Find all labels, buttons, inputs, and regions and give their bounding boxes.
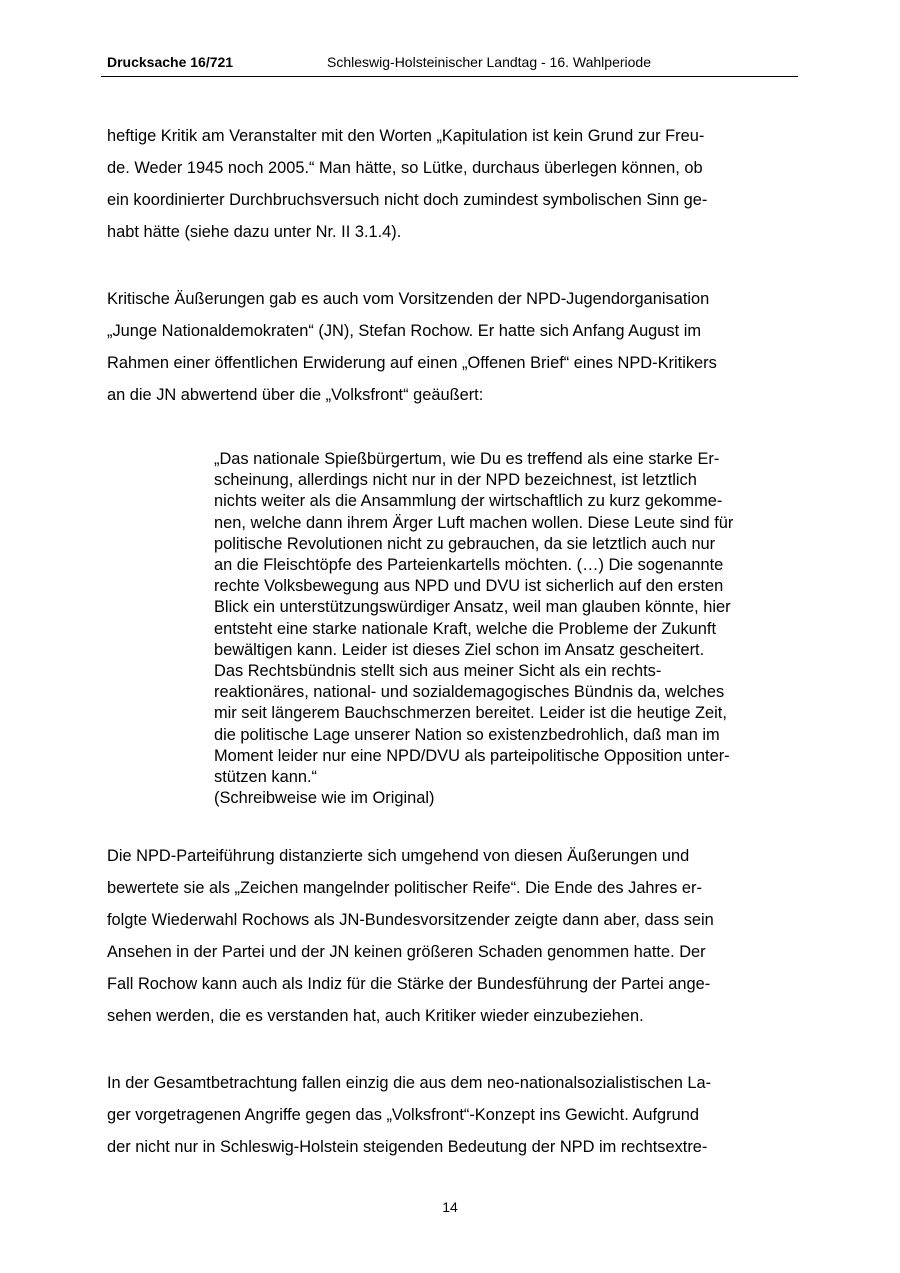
quote-line: scheinung, allerdings nicht nur in der NPD bezeichnest, ist letztlich [214, 471, 697, 490]
paragraph-3 [107, 840, 797, 1033]
page-number: 14 [442, 1199, 458, 1215]
page-header [101, 50, 798, 77]
quote-line: Moment leider nur eine NPD/DVU als parteipolitische Opposition unter- [214, 746, 730, 765]
text-line: folgte Wiederwahl Rochows als JN-Bundesvorsitzender zeigte dann aber, dass sein [107, 911, 714, 930]
quote-line: rechte Volksbewegung aus NPD und DVU ist sicherlich auf den ersten [214, 577, 724, 596]
block-quote [214, 449, 799, 809]
text-line: ger vorgetragenen Angriffe gegen das „Volksfront“-Konzept ins Gewicht. Aufgrund [107, 1106, 699, 1125]
text-line: ein koordinierter Durchbruchsversuch nicht doch zumindest symbolischen Sinn ge- [107, 191, 708, 210]
quote-line: entsteht eine starke nationale Kraft, welche die Probleme der Zukunft [214, 619, 717, 638]
text-line: Rahmen einer öffentlichen Erwiderung auf einen „Offenen Brief“ eines NPD-Kritikers [107, 354, 717, 373]
document-number: Drucksache 16/721 [107, 54, 234, 70]
quote-line: nichts weiter als die Ansammlung der wirtschaftlich zu kurz gekomme- [214, 492, 723, 511]
text-line: In der Gesamtbetrachtung fallen einzig die aus dem neo-nationalsozialistischen La- [107, 1074, 712, 1092]
text-line: sehen werden, die es verstanden hat, auch Kritiker wieder einzubeziehen. [107, 1007, 644, 1026]
quote-note: (Schreibweise wie im Original) [214, 789, 435, 808]
quote-line: bewältigen kann. Leider ist dieses Ziel schon im Ansatz gescheitert. [214, 640, 705, 659]
quote-line: Das Rechtsbündnis stellt sich aus meiner Sicht als ein rechts- [214, 662, 662, 681]
text-line: de. Weder 1945 noch 2005.“ Man hätte, so Lütke, durchaus überlegen können, ob [107, 159, 703, 178]
document-title: Schleswig-Holsteinischer Landtag - 16. Wahlperiode [327, 54, 651, 70]
quote-line: mir seit längerem Bauchschmerzen bereitet. Leider ist die heutige Zeit, [214, 704, 727, 723]
text-line: heftige Kritik am Veranstalter mit den Worten „Kapitulation ist kein Grund zur Freu- [107, 127, 705, 145]
text-line: Kritische Äußerungen gab es auch vom Vorsitzenden der NPD-Jugendorganisation [107, 290, 710, 308]
text-line: Die NPD-Parteiführung distanzierte sich umgehend von diesen Äußerungen und [107, 847, 690, 865]
paragraph-1 [107, 120, 797, 248]
quote-line: Blick ein unterstützungswürdiger Ansatz, weil man glauben könnte, hier [214, 598, 731, 617]
text-line: Fall Rochow kann auch als Indiz für die Stärke der Bundesführung der Partei ange- [107, 975, 711, 994]
quote-line: politische Revolutionen nicht zu gebrauchen, da sie letztlich auch nur [214, 534, 716, 553]
text-line: an die JN abwertend über die „Volksfront“ geäußert: [107, 386, 484, 405]
quote-line: „Das nationale Spießbürgertum, wie Du es treffend als eine starke Er- [214, 450, 720, 468]
paragraph-4 [107, 1067, 797, 1163]
paragraph-2 [107, 283, 797, 411]
text-line: habt hätte (siehe dazu unter Nr. II 3.1.4). [107, 223, 402, 242]
text-line: „Junge Nationaldemokraten“ (JN), Stefan Rochow. Er hatte sich Anfang August im [107, 322, 702, 341]
quote-line: reaktionäres, national- und sozialdemagogisches Bündnis da, welches [214, 683, 725, 702]
text-line: bewertete sie als „Zeichen mangelnder politischer Reife“. Die Ende des Jahres er- [107, 879, 702, 898]
text-line: Ansehen in der Partei und der JN keinen größeren Schaden genommen hatte. Der [107, 943, 706, 962]
text-line: der nicht nur in Schleswig-Holstein steigenden Bedeutung der NPD im rechtsextre- [107, 1138, 708, 1157]
quote-line: stützen kann.“ [214, 768, 317, 787]
quote-line: an die Fleischtöpfe des Parteienkartells möchten. (…) Die sogenannte [214, 556, 724, 575]
quote-line: die politische Lage unserer Nation so existenzbedrohlich, daß man im [214, 725, 720, 744]
quote-line: nen, welche dann ihrem Ärger Luft machen wollen. Diese Leute sind für [214, 513, 734, 532]
